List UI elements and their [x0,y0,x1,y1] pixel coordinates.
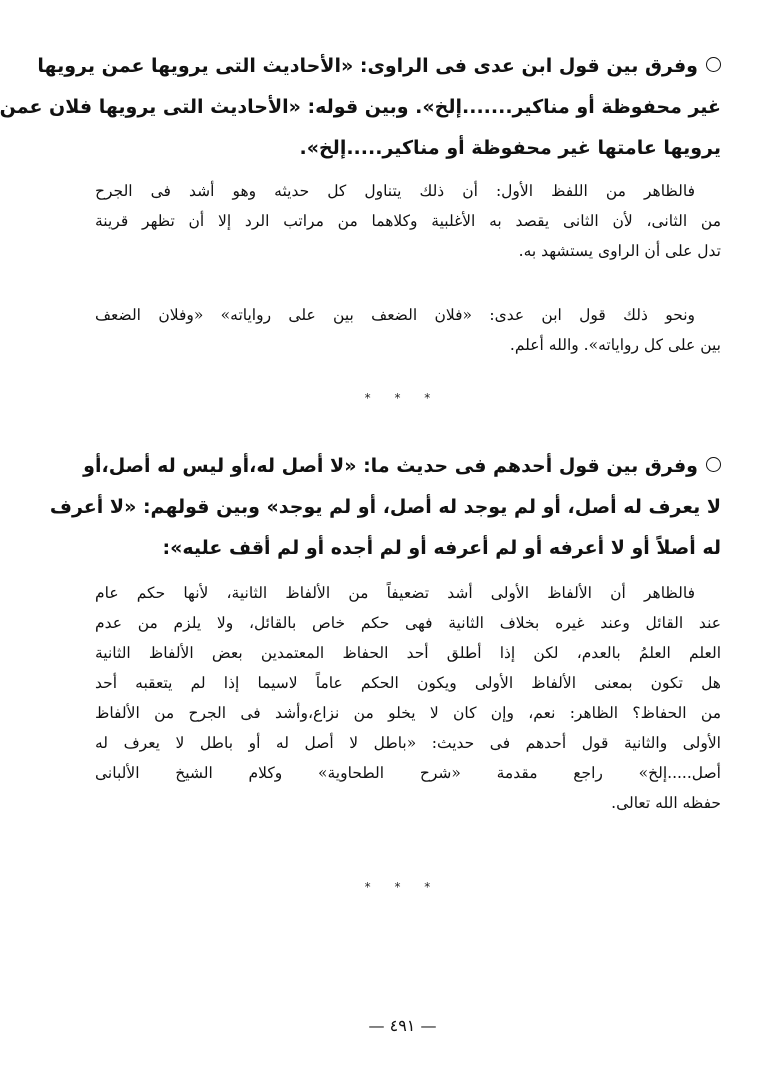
answer-line: بين على كل رواياته». والله أعلم. [509,336,721,354]
section-separator: * * * [364,391,441,405]
answer-line: من الثانى، لأن الثانى يقصد به الأغلبية وكلاهما من مراتب الرد إلا أن تظهر قرينة [95,212,721,230]
answer-line: أصل.....إلخ» راجع مقدمة «شرح الطحاوية» وكلام الشيخ الألبانى [95,764,721,782]
answer-line: العلم العلمُ بالعدم، لكن إذا أطلق أحد الحفاظ المعتمدين بعض الألفاظ الثانية [95,644,721,662]
question-line: غير محفوظة أو مناكير.......إلخ». وبين قوله: «الأحاديث التى يرويها فلان عمن [0,96,721,118]
question-line: وفرق بين قول أحدهم فى حديث ما: «لا أصل له،أو ليس له أصل،أو [95,446,721,487]
answer-line: تدل على أن الراوى يستشهد به. [518,242,721,260]
answer-paragraph [95,578,721,818]
circle-bullet-icon [706,457,721,472]
answer-line: حفظه الله تعالى. [611,794,721,812]
answer-line: عند القائل وعند غيره بخلاف الثانية فهى حكم خاص بالقائل، ولا يلزم من عدم [95,614,721,632]
question-line: لا يعرف له أصل، أو لم يوجد له أصل، أو لم يوجد» وبين قولهم: «لا أعرف [49,496,721,518]
question-line: يرويها عامتها غير محفوظة أو مناكير.....إلخ». [299,137,721,159]
answer-paragraph [95,176,721,266]
page-number: — ٤٩١ — [368,1016,437,1035]
section-separator: * * * [364,880,441,894]
question-line: وفرق بين قول ابن عدى فى الراوى: «الأحاديث التى يرويها عمن يرويها [95,46,721,87]
question-2 [49,446,721,569]
answer-line: فالظاهر من اللفظ الأول: أن ذلك يتناول كل حديثه وهو أشد فى الجرح [95,182,695,200]
answer-line: من الحفاظ؟ الظاهر: نعم، وإن كان لا يخلو من نزاع،وأشد فى الجرح من الألفاظ [95,704,721,722]
question-line: له أصلاً أو لا أعرفه أو لم أعرفه أو لم أجده أو لم أقف عليه»: [162,537,721,559]
answer-line: الأولى والثانية قول أحدهم فى حديث: «باطل لا أصل له أو باطل لا يعرف له [95,734,721,752]
answer-line: ونحو ذلك قول ابن عدى: «فلان الضعف بين على رواياته» «وفلان الضعف [95,306,695,324]
circle-bullet-icon [706,57,721,72]
question-1 [0,46,721,169]
answer-line: فالظاهر أن الألفاظ الأولى أشد تضعيفاً من الألفاظ الثانية، لأنها حكم عام [95,584,695,602]
answer-line: هل تكون بمعنى الألفاظ الأولى ويكون الحكم عاماً لاسيما إذا لم يتعقبه أحد [95,674,721,692]
answer-paragraph [95,300,721,360]
